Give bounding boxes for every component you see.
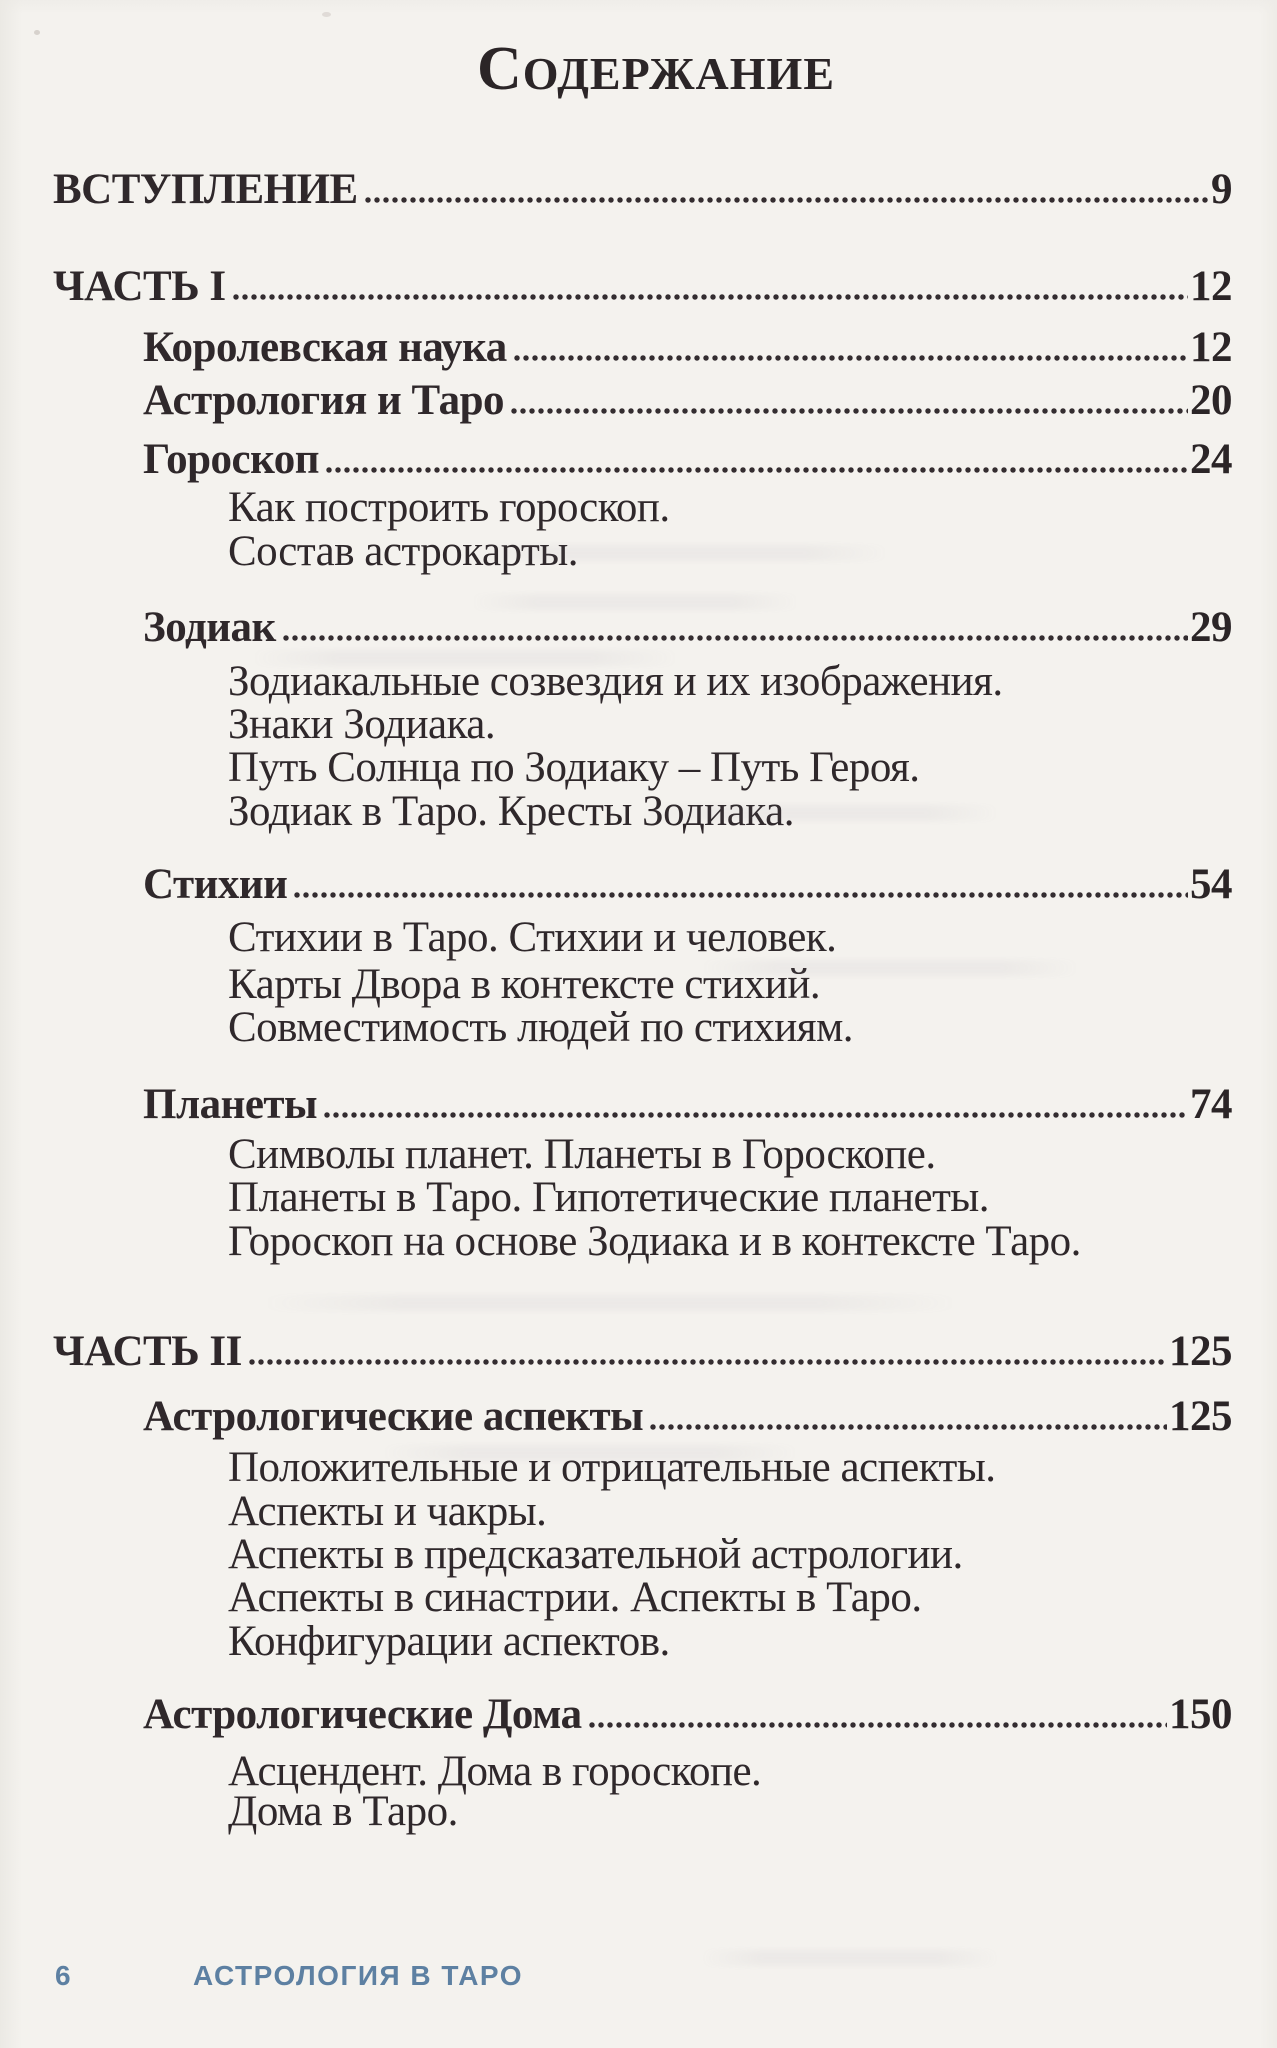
toc-subentry-label: Зодиакальные созвездия и их изображения. [228,658,1003,705]
toc-subentry-label: Дома в Таро. [228,1788,458,1835]
toc-entry-page: 20 [1190,377,1232,424]
toc-entry-label: Зодиак [143,604,276,651]
toc-subentry-label: Карты Двора в контексте стихий. [228,961,821,1008]
scan-speck [34,30,40,35]
toc-subentry-row [228,703,1232,746]
toc-subentry-label: Как построить гороскоп. [228,484,670,531]
toc-subentry-label: Состав астрокарты. [228,528,578,575]
toc-entry-page: 125 [1169,1393,1232,1440]
toc-entry-page: 12 [1190,324,1232,371]
toc-subentry-row [228,916,1232,959]
toc-entry-page: 9 [1211,166,1232,213]
toc-subentry-row [228,1750,1232,1793]
toc-entry-page: 24 [1190,436,1232,483]
toc-subentry-row [228,1790,1232,1833]
page-title: СОДЕРЖАНИЕ [476,35,836,103]
toc-subentry-label: Аспекты в синастрии. Аспекты в Таро. [228,1574,922,1621]
toc-entry-label: Астрологические аспекты [143,1393,644,1440]
toc-entry-row [53,1330,1232,1373]
dot-leader [511,408,1188,414]
dot-leader [326,467,1188,473]
toc-subentry-row [228,790,1232,833]
toc-entry-label: Королевская наука [143,324,507,371]
toc-subentry-label: Символы планет. Планеты в Гороскопе. [228,1131,936,1178]
dot-leader [283,635,1188,641]
toc-subentry-label: Положительные и отрицательные аспекты. [228,1444,996,1491]
toc-entry-page: 125 [1169,1328,1232,1375]
toc-entry-label: ВСТУПЛЕНИЕ [53,166,358,213]
dot-leader [650,1424,1167,1430]
toc-subentry-row [228,1220,1232,1263]
toc-subentry-row [228,1446,1232,1489]
toc-subentry-row [228,660,1232,703]
toc-entry-row [143,1083,1232,1126]
toc-entry-row [143,606,1232,649]
dot-leader [324,1112,1188,1118]
toc-entry-label: Стихии [143,861,288,908]
dot-leader [294,892,1188,898]
dot-leader [365,197,1209,203]
toc-subentry-row [228,530,1232,573]
toc-entry-row [143,379,1232,422]
footer-book-title: АСТРОЛОГИЯ В ТАРО [193,1960,524,1991]
toc-entry-row [143,1395,1232,1438]
toc-subentry-label: Аспекты в предсказательной астрологии. [228,1531,963,1578]
toc-subentry-row [228,1490,1232,1533]
toc-entry-label: Гороскоп [143,436,320,483]
toc-subentry-row [228,963,1232,1006]
toc-entry-label: ЧАСТЬ II [53,1328,242,1375]
toc-subentry-row [228,1620,1232,1663]
toc-subentry-row [228,1576,1232,1619]
page-footer [0,1962,1277,2002]
toc-entry-row [53,168,1232,211]
toc-subentry-label: Путь Солнца по Зодиаку – Путь Героя. [228,744,920,791]
toc-subentry-row [228,486,1232,529]
toc-subentry-label: Гороскоп на основе Зодиака и в контексте Таро. [228,1218,1081,1265]
toc-subentry-row [228,1176,1232,1219]
toc-subentry-label: Стихии в Таро. Стихии и человек. [228,914,837,961]
toc-entry-label: Планеты [143,1081,318,1128]
toc-entry-page: 150 [1169,1691,1232,1738]
toc-subentry-label: Асцендент. Дома в гороскопе. [228,1748,762,1795]
toc-entry-page: 12 [1190,263,1232,310]
toc-subentry-label: Зодиак в Таро. Кресты Зодиака. [228,788,794,835]
dot-leader [514,355,1188,361]
toc-subentry-label: Знаки Зодиака. [228,701,496,748]
toc-entry-row [143,438,1232,481]
toc-entry-label: Астрология и Таро [143,377,505,424]
toc-entry-row [53,265,1232,308]
toc-entry-row [143,1693,1232,1736]
toc-subentry-row [228,746,1232,789]
toc-subentry-label: Планеты в Таро. Гипотетические планеты. [228,1174,990,1221]
dot-leader [233,294,1188,300]
toc-subentry-label: Конфигурации аспектов. [228,1618,670,1665]
toc-subentry-row [228,1533,1232,1576]
toc-subentry-label: Совместимость людей по стихиям. [228,1004,854,1051]
toc-entry-page: 74 [1190,1081,1232,1128]
toc-entry-label: Астрологические Дома [143,1691,582,1738]
toc-subentry-row [228,1006,1232,1049]
toc-entry-label: ЧАСТЬ I [53,263,226,310]
footer-page-number: 6 [55,1960,73,1991]
toc-entry-page: 54 [1190,861,1232,908]
toc-entry-row [143,863,1232,906]
toc-entry-page: 29 [1190,604,1232,651]
dot-leader [249,1359,1167,1365]
toc-subentry-label: Аспекты и чакры. [228,1488,547,1535]
bleed-through-artifact [260,1295,960,1311]
dot-leader [589,1722,1167,1728]
toc-subentry-row [228,1133,1232,1176]
scan-speck [322,12,331,17]
toc-entry-row [143,326,1232,369]
